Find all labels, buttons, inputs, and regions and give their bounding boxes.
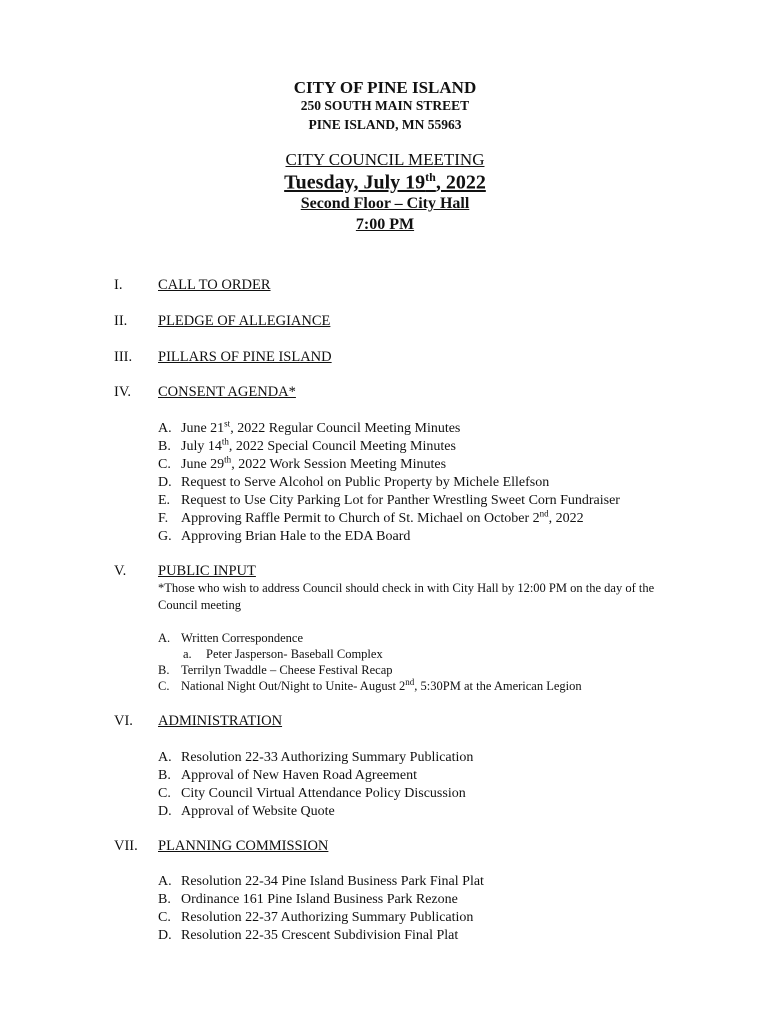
section-number: VI. xyxy=(114,713,133,729)
list-item: G. Approving Brian Hale to the EDA Board xyxy=(158,529,411,544)
list-item: B. Ordinance 161 Pine Island Business Park Rezone xyxy=(158,892,458,907)
list-item: A. Written Correspondence xyxy=(158,631,304,645)
section-number: II. xyxy=(114,313,128,329)
city-state-zip: PINE ISLAND, MN 55963 xyxy=(308,117,462,132)
meeting-time: 7:00 PM xyxy=(355,216,415,233)
section-title: PLANNING COMMISSION xyxy=(158,838,329,854)
list-item: C. City Council Virtual Attendance Policy Discussion xyxy=(158,786,466,801)
planning-commission-list xyxy=(158,873,484,945)
list-item: D. Request to Serve Alcohol on Public Property by Michele Ellefson xyxy=(158,475,550,490)
section-title: CONSENT AGENDA* xyxy=(158,384,296,400)
section-title: PUBLIC INPUT xyxy=(158,563,256,579)
meeting-location: Second Floor – City Hall xyxy=(300,195,470,212)
list-item: D. Approval of Website Quote xyxy=(158,804,335,819)
consent-agenda-list xyxy=(158,420,620,546)
street-address: 250 SOUTH MAIN STREET xyxy=(300,98,470,113)
section-title: CALL TO ORDER xyxy=(158,277,271,293)
list-item: C. Resolution 22-37 Authorizing Summary Publication xyxy=(158,910,474,925)
section-number: IV. xyxy=(114,384,132,400)
public-input-list xyxy=(158,630,582,694)
administration-list xyxy=(158,749,473,821)
list-item: B. Approval of New Haven Road Agreement xyxy=(158,768,417,783)
list-item: B. July 14th, 2022 Special Council Meeting Minutes xyxy=(158,436,456,454)
list-item: B. Terrilyn Twaddle – Cheese Festival Recap xyxy=(158,663,393,677)
section-number: VII. xyxy=(114,838,138,854)
list-item: F. Approving Raffle Permit to Church of St. Michael on October 2nd, 2022 xyxy=(158,508,584,526)
section-number: V. xyxy=(114,563,127,579)
list-item: D. Resolution 22-35 Crescent Subdivision Final Plat xyxy=(158,928,459,943)
meeting-date: Tuesday, July 19th, 2022 xyxy=(284,170,486,194)
list-item: A. Resolution 22-33 Authorizing Summary Publication xyxy=(158,750,474,765)
section-title: PLEDGE OF ALLEGIANCE xyxy=(158,313,331,329)
list-item: E. Request to Use City Parking Lot for Panther Wrestling Sweet Corn Fundraiser xyxy=(158,493,620,508)
list-item: a. Peter Jasperson- Baseball Complex xyxy=(183,647,383,661)
list-item: A. Resolution 22-34 Pine Island Business Park Final Plat xyxy=(158,874,484,889)
section-number: I. xyxy=(114,277,123,293)
list-item: A. June 21st, 2022 Regular Council Meeting Minutes xyxy=(158,418,461,436)
meeting-title: CITY COUNCIL MEETING xyxy=(285,150,485,169)
list-item: C. June 29th, 2022 Work Session Meeting Minutes xyxy=(158,454,447,472)
public-input-note: *Those who wish to address Council should check in with City Hall by 12:00 PM on the day of the Council meeting xyxy=(158,581,655,612)
list-item: C. National Night Out/Night to Unite- August 2nd, 5:30PM at the American Legion xyxy=(158,676,582,693)
section-title: PILLARS OF PINE ISLAND xyxy=(158,349,332,365)
city-name: CITY OF PINE ISLAND xyxy=(293,78,477,97)
section-title: ADMINISTRATION xyxy=(158,713,283,729)
section-number: III. xyxy=(114,349,133,365)
